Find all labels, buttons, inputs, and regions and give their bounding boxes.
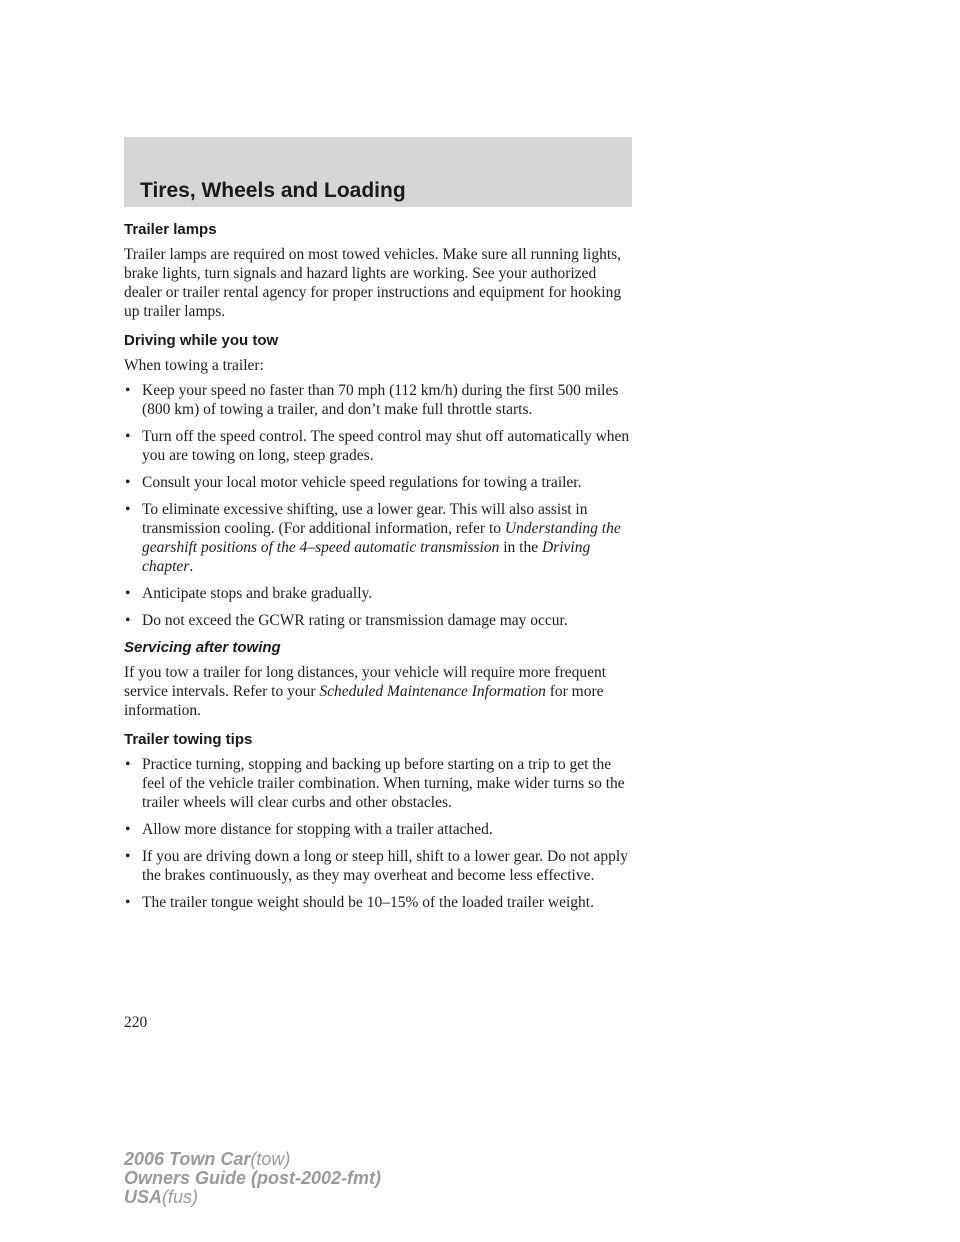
list-item-text: The trailer tongue weight should be 10–15% of the loaded trailer weight. bbox=[142, 894, 594, 911]
page-content bbox=[124, 220, 634, 920]
page-number: 220 bbox=[124, 1014, 148, 1031]
cross-reference-driving-chapter: Driving chapter bbox=[142, 539, 591, 575]
list-item-text: in the bbox=[499, 539, 542, 556]
document-footer bbox=[124, 1150, 381, 1207]
section-title: Tires, Wheels and Loading bbox=[140, 179, 406, 202]
list-item-text: Allow more distance for stopping with a trailer attached. bbox=[142, 821, 493, 838]
list-item-text: Turn off the speed control. The speed control may shut off automatically when you are towing on long, steep grades. bbox=[142, 428, 630, 464]
list-item-text: Anticipate stops and brake gradually. bbox=[142, 585, 373, 602]
paragraph-servicing bbox=[124, 663, 634, 720]
driving-bullet-list bbox=[124, 381, 634, 630]
list-item bbox=[124, 381, 634, 419]
bullet-icon: • bbox=[125, 612, 131, 629]
list-item-text: Keep your speed no faster than 70 mph (112 km/h) during the first 500 miles (800 km) of towing a trailer, and don’t make full throttle starts. bbox=[142, 382, 619, 418]
bullet-icon: • bbox=[125, 474, 131, 491]
list-item-text: . bbox=[189, 558, 194, 575]
paragraph-driving-intro: When towing a trailer: bbox=[124, 357, 264, 374]
footer-model-code: (tow) bbox=[250, 1149, 291, 1169]
list-item bbox=[124, 473, 634, 492]
heading-driving-while-you-tow: Driving while you tow bbox=[124, 332, 279, 349]
footer-line-3 bbox=[124, 1188, 381, 1207]
footer-line-2 bbox=[124, 1169, 381, 1188]
list-item-text: To eliminate excessive shifting, use a lower gear. This will also assist in transmission cooling. (For additional information, refer to bbox=[142, 501, 588, 537]
bullet-icon: • bbox=[125, 821, 131, 838]
heading-trailer-lamps: Trailer lamps bbox=[124, 221, 217, 238]
cross-reference-gearshift: Understanding the gearshift positions of the 4–speed automatic transmission bbox=[142, 520, 621, 556]
list-item-text: If you are driving down a long or steep hill, shift to a lower gear. Do not apply the brakes continuously, as they may overheat and become less effective. bbox=[142, 848, 628, 884]
bullet-icon: • bbox=[125, 848, 131, 865]
list-item bbox=[124, 820, 634, 839]
list-item-text: Practice turning, stopping and backing up before starting on a trip to get the feel of the vehicle trailer combination. When turning, make wider turns so the trailer wheels will clear curbs and other obstacles. bbox=[142, 756, 625, 811]
heading-servicing-after-towing: Servicing after towing bbox=[124, 639, 281, 656]
list-item bbox=[124, 611, 634, 630]
list-item bbox=[124, 847, 634, 885]
tips-bullet-list bbox=[124, 755, 634, 912]
list-item-text: Consult your local motor vehicle speed regulations for towing a trailer. bbox=[142, 474, 582, 491]
list-item bbox=[124, 893, 634, 912]
footer-line-1 bbox=[124, 1150, 381, 1169]
bullet-icon: • bbox=[125, 894, 131, 911]
bullet-icon: • bbox=[125, 585, 131, 602]
footer-guide: Owners Guide (post-2002-fmt) bbox=[124, 1168, 382, 1188]
bullet-icon: • bbox=[125, 382, 131, 399]
footer-market: USA bbox=[124, 1187, 163, 1207]
list-item bbox=[124, 584, 634, 603]
paragraph-text: for more information. bbox=[124, 683, 604, 719]
footer-market-code: (fus) bbox=[162, 1187, 199, 1207]
list-item bbox=[124, 755, 634, 812]
paragraph-text: If you tow a trailer for long distances, your vehicle will require more frequent service intervals. Refer to your bbox=[124, 664, 607, 700]
bullet-icon: • bbox=[125, 428, 131, 445]
heading-trailer-towing-tips: Trailer towing tips bbox=[124, 731, 253, 748]
list-item bbox=[124, 427, 634, 465]
list-item bbox=[124, 500, 634, 576]
bullet-icon: • bbox=[125, 501, 131, 518]
cross-reference-scheduled-maintenance: Scheduled Maintenance Information bbox=[319, 683, 546, 700]
list-item-text: Do not exceed the GCWR rating or transmission damage may occur. bbox=[142, 612, 568, 629]
section-header-band bbox=[124, 137, 632, 207]
paragraph-trailer-lamps: Trailer lamps are required on most towed vehicles. Make sure all running lights, brake lights, turn signals and hazard lights are working. See your authorized dealer or trailer rental agency for proper instructions and equipment for hooking up trailer lamps. bbox=[124, 246, 622, 320]
bullet-icon: • bbox=[125, 756, 131, 773]
footer-model: 2006 Town Car bbox=[124, 1149, 251, 1169]
